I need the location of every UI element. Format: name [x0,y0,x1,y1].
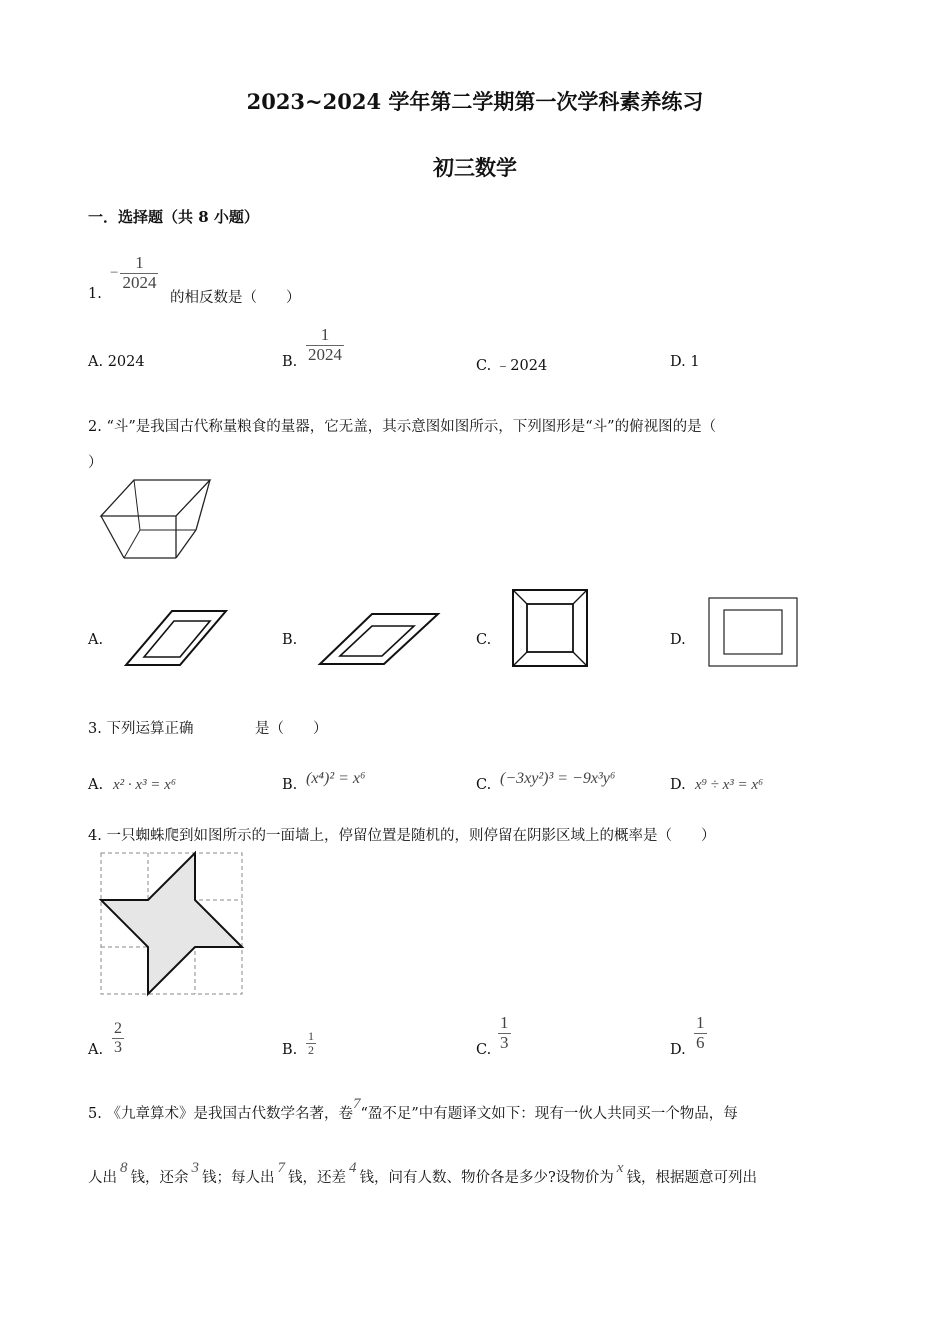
q1-option-c[interactable]: C. ﹣2024 [476,358,548,374]
q4-option-a-frac [112,1020,124,1056]
q5-line1 [88,1096,738,1123]
q3-option-a-expr: x² · x³ = x⁶ [113,777,177,793]
q4-option-c-num: 1 [500,1013,509,1032]
q2-option-b-figure [318,612,440,666]
q5-line2-n3: 3 [191,1160,199,1176]
q3-option-b-label[interactable]: B. [282,777,298,793]
q5-line2-e: 钱，问有人数、物价各是多少?设物价为 [359,1170,614,1186]
q2-stem: 2. “斗”是我国古代称量粮食的量器，它无盖，其示意图如图所示，下列图形是“斗”的俯视图的是（ [88,419,717,435]
q4-option-d-num: 1 [696,1013,705,1032]
q3-option-b-expr: (x⁴)² = x⁶ [306,770,366,787]
q2-option-a-figure [124,609,228,667]
q4-option-c-label[interactable]: C. [476,1042,492,1058]
q2-option-d-label[interactable]: D. [670,632,686,648]
q5-line1-a: 5. 《九章算术》是我国古代数学名著，卷 [88,1106,353,1122]
q5-line2-n8: 8 [120,1160,128,1176]
q5-line2-c: 钱；每人出 [202,1170,275,1186]
q3-option-a-label[interactable]: A. [88,777,104,793]
q1-option-b-den: 2024 [308,344,342,364]
star-grid-figure [100,852,244,996]
q5-line1-n7: 7 [352,1096,361,1112]
q4-option-d-den: 6 [696,1032,705,1052]
q5-line2-n7: 7 [277,1160,285,1176]
q1-option-b-num: 1 [320,325,330,344]
page-subtitle: 初三数学 [433,155,517,180]
section-heading: 一．选择题（共 8 小题） [88,208,259,226]
q4-option-c-frac [498,1014,511,1052]
q3-option-d-expr: x⁹ ÷ x³ = x⁶ [695,777,764,793]
q4-option-b-num: 1 [308,1029,314,1043]
q1-option-b-label[interactable]: B. [282,354,298,370]
q4-option-b-label[interactable]: B. [282,1042,298,1058]
q5-line2-x: x [616,1160,624,1176]
q3-stem-a: 3. 下列运算正确 [88,721,194,737]
q5-line2-n4: 4 [349,1160,357,1176]
q1-option-a[interactable]: A. 2024 [88,354,145,370]
q1-fraction [110,254,158,292]
q2-option-d-figure [708,597,798,667]
q1-frac-den: 2024 [122,272,157,292]
q4-option-d-frac [694,1014,707,1052]
q3-stem-b: 是（ ） [255,721,328,737]
q1-stem: 的相反数是（ ） [170,290,301,306]
star-shaded-region [101,853,242,994]
q2-stem-end: ） [88,455,103,471]
q4-option-d-label[interactable]: D. [670,1042,686,1058]
q5-line2-b: 钱，还余 [130,1170,189,1186]
q4-stem: 4. 一只蜘蛛爬到如图所示的一面墙上，停留位置是随机的，则停留在阴影区域上的概率是（ ） [88,828,716,844]
q5-line2-a: 人出 [88,1170,117,1186]
q4-option-b-den: 2 [308,1043,314,1058]
q5-line2 [88,1160,757,1187]
q1-minus: − [110,264,119,281]
q4-option-c-den: 3 [500,1032,509,1052]
q3-option-c-expr: (−3xy²)³ = −9x³y⁶ [500,770,616,787]
q1-option-b-frac [306,326,344,364]
q2-option-a-label[interactable]: A. [88,632,104,648]
q1-option-d[interactable]: D. 1 [670,354,700,370]
q2-option-c-label[interactable]: C. [476,632,492,648]
q1-frac [120,254,158,292]
dou-figure [100,478,230,568]
q5-line2-d: 钱，还差 [288,1170,346,1186]
q4-option-b-frac [306,1030,316,1057]
q2-option-c-figure [512,589,588,667]
q5-line1-b: “盈不足”中有题译文如下：现有一伙人共同买一个物品，每 [360,1106,738,1122]
q4-option-a-den: 3 [114,1038,122,1056]
q5-line2-f: 钱，根据题意可列出 [626,1170,757,1186]
q4-option-a-label[interactable]: A. [88,1042,104,1058]
q1-frac-num: 1 [135,253,144,272]
q3-option-c-label[interactable]: C. [476,777,492,793]
q3-option-d-label[interactable]: D. [670,777,686,793]
q2-option-b-label[interactable]: B. [282,632,298,648]
q4-option-a-num: 2 [114,1020,122,1037]
q1-number: 1. [88,286,102,302]
page-title: 2023~2024 学年第二学期第一次学科素养练习 [246,89,704,114]
